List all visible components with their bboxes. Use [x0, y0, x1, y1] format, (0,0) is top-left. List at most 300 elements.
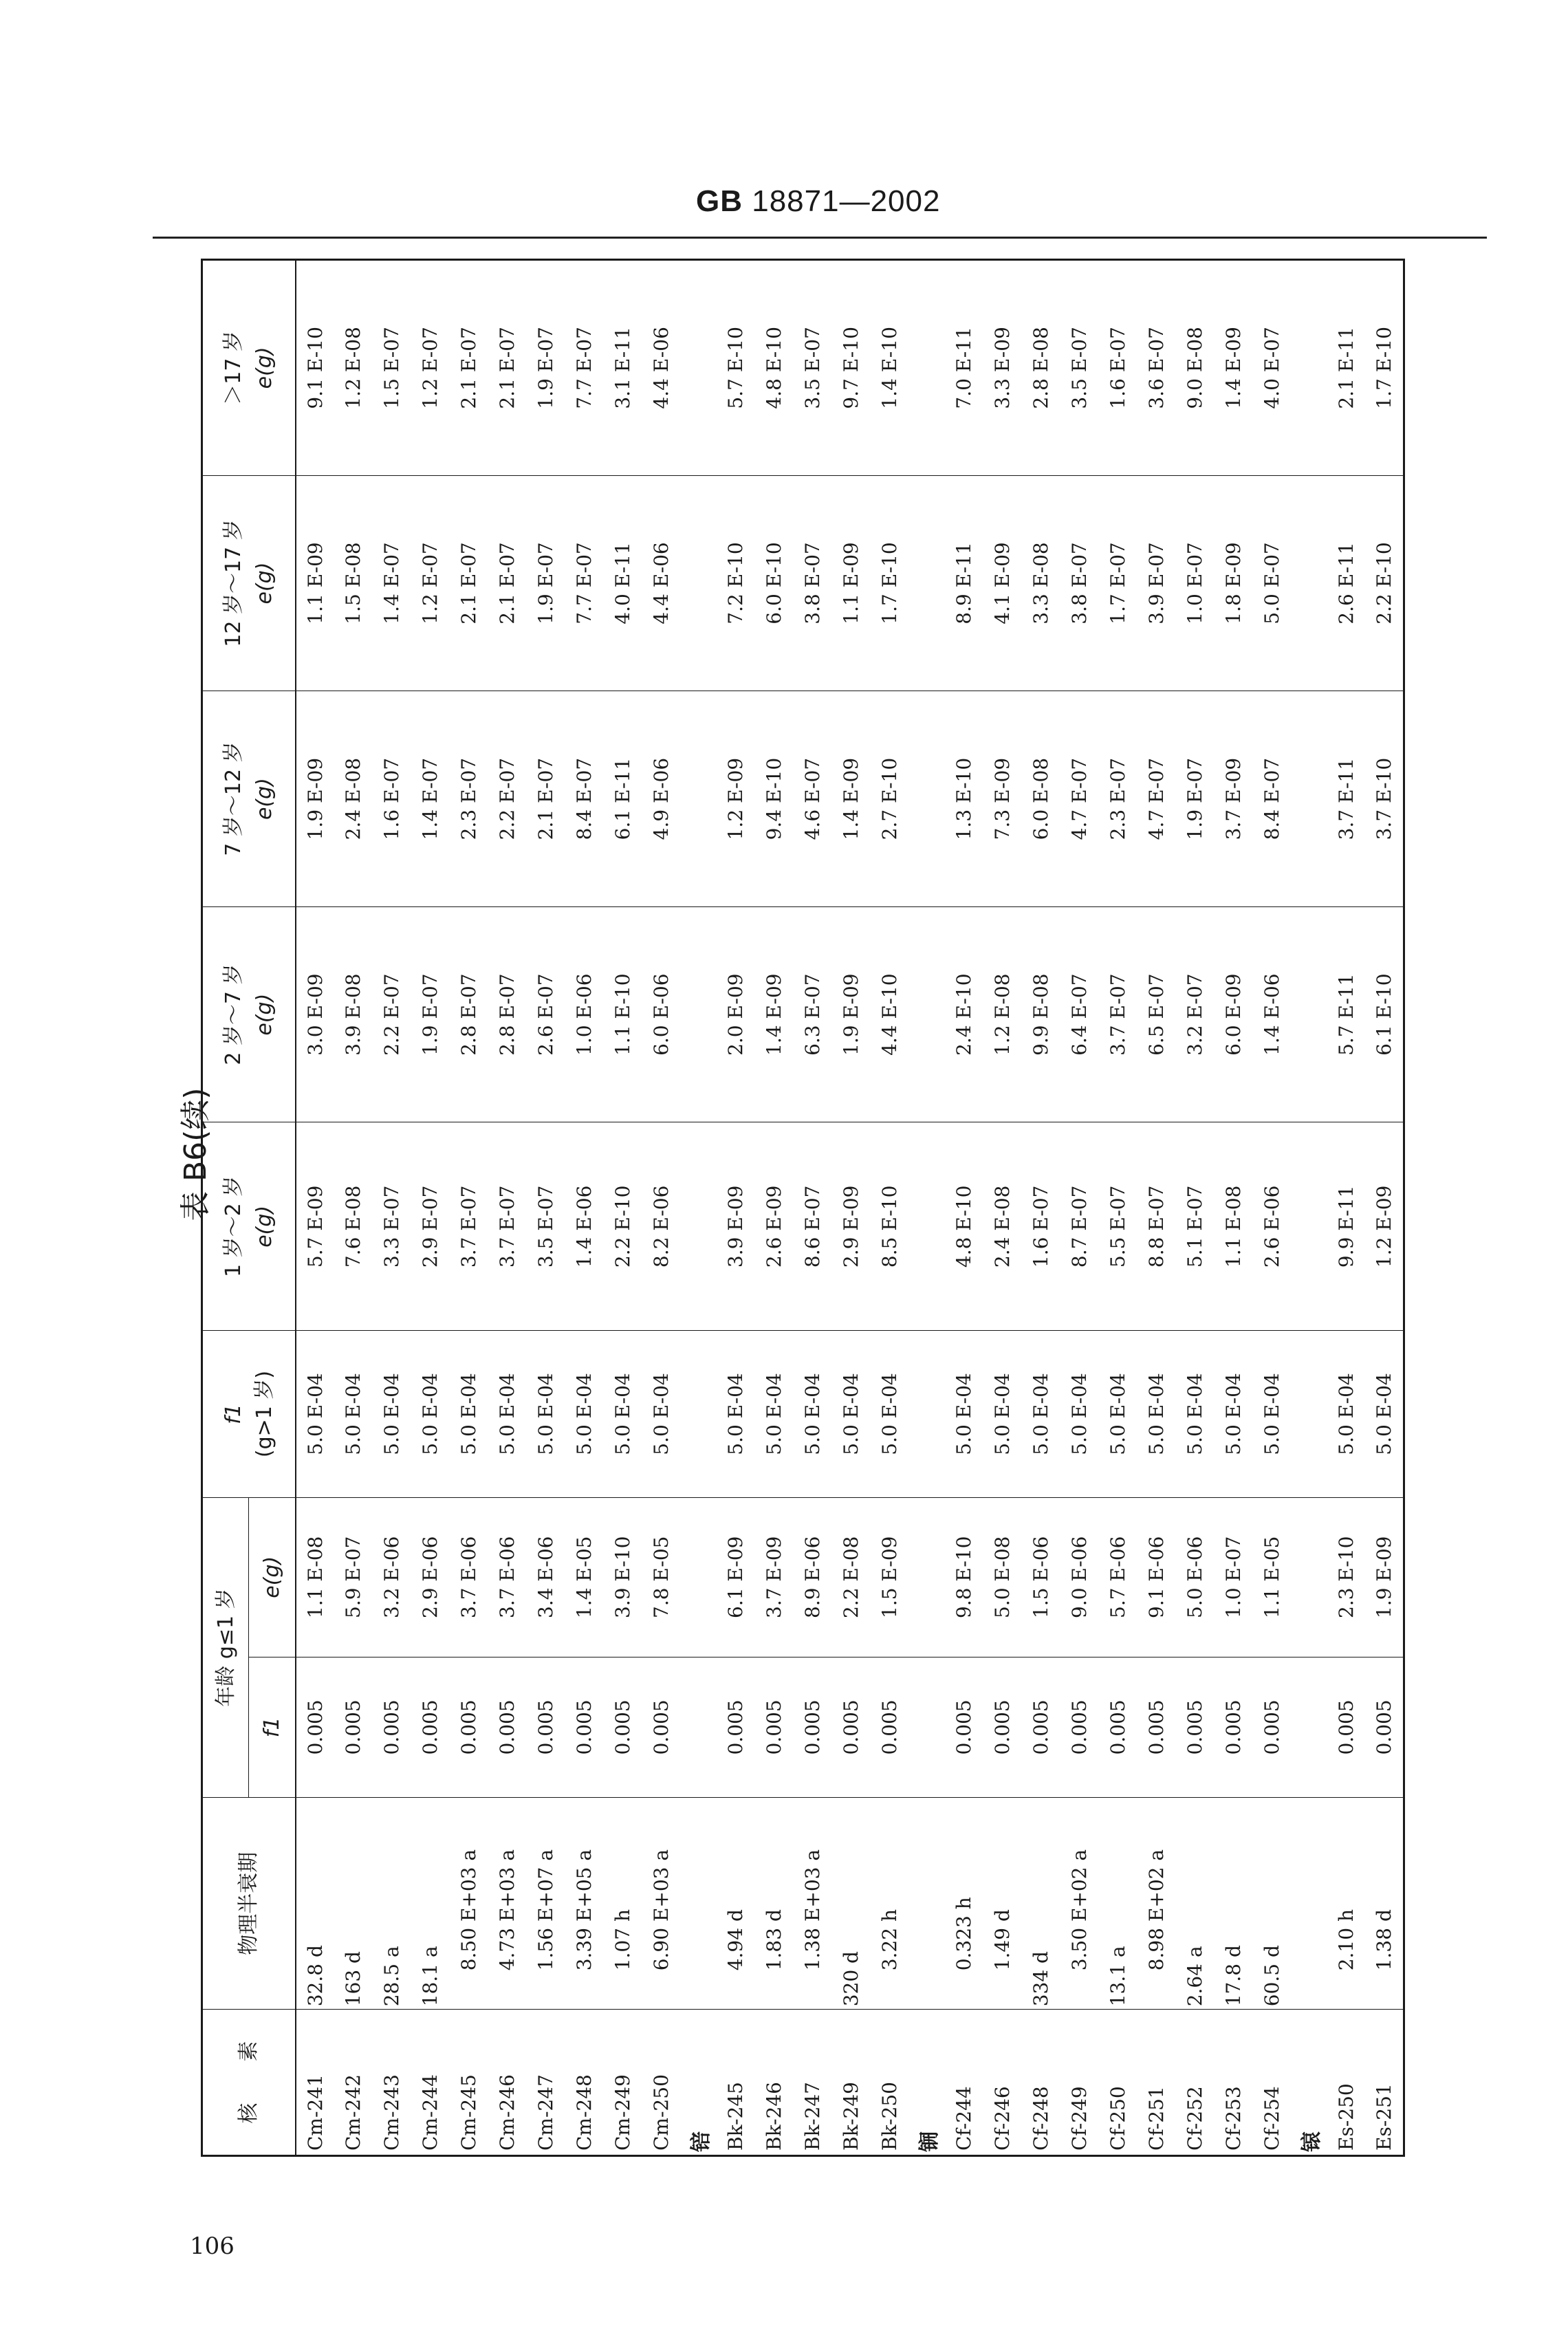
col-f1-infant [249, 1657, 296, 1798]
eg-1-2-cell: 5.1 E-07 [1176, 1122, 1215, 1331]
empty-cell [681, 1122, 717, 1331]
nuclide-cell: Cf-252 [1176, 2010, 1215, 2156]
empty-cell [1292, 691, 1327, 907]
eg-7-12-cell: 1.6 E-07 [373, 691, 411, 907]
eg-2-7-cell: 3.0 E-09 [296, 906, 334, 1122]
col-age-2-7 [202, 906, 296, 1122]
eg-12-17-cell: 2.1 E-07 [450, 475, 488, 691]
nuclide-cell: Cm-249 [604, 2010, 642, 2156]
half-life-cell: 163 d [334, 1798, 373, 2010]
eg-gt17-cell: 4.8 E-10 [763, 327, 785, 409]
empty-cell [1292, 260, 1327, 476]
eg-12-17-cell: 3.9 E-07 [1137, 475, 1176, 691]
nuclide-cell: Cf-246 [983, 2010, 1022, 2156]
half-life-cell: 1.83 d [755, 1798, 794, 2010]
half-life-cell: 3.22 h [871, 1798, 909, 2010]
table-row [296, 260, 334, 2156]
eg-12-17-cell: 6.0 E-10 [755, 475, 794, 691]
eg-gt17-cell: 9.1 E-10 [303, 327, 327, 409]
eg-gt17-cell: 2.1 E-07 [496, 327, 519, 409]
eg-gt17-cell: 4.0 E-07 [1261, 327, 1283, 409]
eg-gt17-cell: 9.0 E-08 [1184, 327, 1206, 409]
col-nuclide: 核 素 [202, 2010, 296, 2156]
f1-older-cell: 5.0 E-04 [604, 1331, 642, 1498]
eg-infant-cell: 1.4 E-05 [565, 1497, 604, 1657]
eg-1-2-cell: 5.7 E-09 [296, 1122, 334, 1331]
table-row [871, 260, 909, 2156]
f1-infant-cell: 0.005 [1060, 1657, 1099, 1798]
nuclide-cell: Cm-245 [450, 2010, 488, 2156]
f1-infant-cell: 0.005 [794, 1657, 832, 1798]
nuclide-cell: Cf-250 [1099, 2010, 1137, 2156]
eg-7-12-cell: 8.4 E-07 [1253, 691, 1292, 907]
nuclide-cell: Bk-247 [794, 2010, 832, 2156]
eg-2-7-cell: 1.1 E-10 [604, 906, 642, 1122]
f1-infant-cell: 0.005 [1327, 1657, 1366, 1798]
half-life-cell: 3.50 E+02 a [1060, 1798, 1099, 2010]
f1-older-cell: 5.0 E-04 [945, 1331, 983, 1498]
empty-cell [1292, 1798, 1327, 2010]
eg-2-7-cell: 1.0 E-06 [565, 906, 604, 1122]
eg-12-17-cell: 2.6 E-11 [1327, 475, 1366, 691]
table-row [373, 260, 411, 2156]
eg-2-7-cell: 2.8 E-07 [450, 906, 488, 1122]
f1-infant-cell: 0.005 [1022, 1657, 1060, 1798]
empty-cell [909, 1798, 945, 2010]
f1-infant-cell: 0.005 [1137, 1657, 1176, 1798]
f1-older-cell: 5.0 E-04 [373, 1331, 411, 1498]
half-life-cell: 1.38 E+03 a [794, 1798, 832, 2010]
eg-infant-cell: 5.7 E-06 [1099, 1497, 1137, 1657]
age-2-7-label: 2 岁～7 岁 [221, 964, 246, 1065]
eg-7-12-cell: 4.9 E-06 [642, 691, 681, 907]
nuclide-cell: Cm-243 [373, 2010, 411, 2156]
eg-7-12-cell: 1.4 E-07 [411, 691, 450, 907]
col-age-12-17 [202, 475, 296, 691]
col-age-gt17 [202, 260, 296, 476]
table-row [832, 260, 871, 2156]
eg-1-2-cell: 3.7 E-07 [450, 1122, 488, 1331]
eg-2-7-cell: 6.0 E-06 [642, 906, 681, 1122]
half-life-cell: 1.38 d [1366, 1798, 1404, 2010]
half-life-cell: 3.39 E+05 a [565, 1798, 604, 2010]
group-heading-row [1292, 260, 1327, 2156]
eg-infant-cell: 5.0 E-08 [983, 1497, 1022, 1657]
eg-1-2-cell: 8.6 E-07 [794, 1122, 832, 1331]
nuclide-cell: Bk-246 [755, 2010, 794, 2156]
eg-12-17-cell: 1.9 E-07 [527, 475, 565, 691]
f1-older-cell: 5.0 E-04 [1060, 1331, 1099, 1498]
half-life-cell: 6.90 E+03 a [642, 1798, 681, 2010]
empty-cell [1292, 1122, 1327, 1331]
table-row [1327, 260, 1366, 2156]
nuclide-cell: Cf-244 [945, 2010, 983, 2156]
eg-gt17-cell: 2.8 E-08 [1030, 327, 1052, 409]
eg-infant-cell: 1.9 E-09 [1366, 1497, 1404, 1657]
half-life-cell: 320 d [832, 1798, 871, 2010]
eg-12-17-cell: 1.5 E-08 [334, 475, 373, 691]
f1-older-sub: (g>1 岁) [252, 1370, 276, 1458]
f1-infant-cell: 0.005 [832, 1657, 871, 1798]
table-row [527, 260, 565, 2156]
eg-1-2-cell: 7.6 E-08 [334, 1122, 373, 1331]
f1-older-cell: 5.0 E-04 [642, 1331, 681, 1498]
group-heading-row [681, 260, 717, 2156]
eg-gt17-cell: 1.4 E-10 [878, 327, 901, 409]
f1-older-cell: 5.0 E-04 [411, 1331, 450, 1498]
empty-cell [909, 906, 945, 1122]
eg-infant-cell: 1.5 E-06 [1022, 1497, 1060, 1657]
empty-cell [1292, 1657, 1327, 1798]
f1-older-cell: 5.0 E-04 [1022, 1331, 1060, 1498]
f1-infant-cell: 0.005 [527, 1657, 565, 1798]
age-12-17-eg: e(g) [252, 562, 276, 605]
f1-infant-cell: 0.005 [488, 1657, 527, 1798]
document-header [696, 184, 940, 219]
half-life-cell: 2.10 h [1327, 1798, 1366, 2010]
half-life-cell: 60.5 d [1253, 1798, 1292, 2010]
eg-12-17-cell: 3.8 E-07 [1060, 475, 1099, 691]
eg-2-7-cell: 2.6 E-07 [527, 906, 565, 1122]
table-row [411, 260, 450, 2156]
eg-2-7-cell: 1.9 E-07 [411, 906, 450, 1122]
table-row [334, 260, 373, 2156]
f1-older-cell: 5.0 E-04 [296, 1331, 334, 1498]
element-group-label: 锫 [681, 2010, 717, 2156]
eg-infant-cell: 9.8 E-10 [945, 1497, 983, 1657]
eg-infant-cell: 1.5 E-09 [871, 1497, 909, 1657]
eg-gt17-cell: 9.7 E-10 [840, 327, 862, 409]
eg-2-7-cell: 1.9 E-09 [832, 906, 871, 1122]
table-row [565, 260, 604, 2156]
dose-coefficient-table [201, 259, 1405, 2157]
f1-infant-cell: 0.005 [642, 1657, 681, 1798]
age-2-7-eg: e(g) [252, 993, 276, 1036]
nuclide-cell: Cm-247 [527, 2010, 565, 2156]
empty-cell [681, 1331, 717, 1498]
eg-infant-cell: 2.3 E-10 [1327, 1497, 1366, 1657]
eg-infant-cell: 3.7 E-09 [755, 1497, 794, 1657]
table-row [1099, 260, 1137, 2156]
table-row [604, 260, 642, 2156]
eg-7-12-cell: 4.7 E-07 [1060, 691, 1099, 907]
group-heading-row [909, 260, 945, 2156]
eg-7-12-cell: 3.7 E-11 [1327, 691, 1366, 907]
eg-7-12-cell: 8.4 E-07 [565, 691, 604, 907]
table-row [450, 260, 488, 2156]
empty-cell [909, 691, 945, 907]
f1-infant-label: f1 [259, 1717, 284, 1738]
half-life-cell: 1.07 h [604, 1798, 642, 2010]
eg-12-17-cell: 7.2 E-10 [717, 475, 755, 691]
eg-gt17-cell: 3.6 E-07 [1145, 327, 1168, 409]
empty-cell [681, 691, 717, 907]
age-1-2-label: 1 岁～2 岁 [221, 1175, 246, 1277]
f1-infant-cell: 0.005 [411, 1657, 450, 1798]
table-row [1137, 260, 1176, 2156]
empty-cell [909, 475, 945, 691]
eg-1-2-cell: 3.9 E-09 [717, 1122, 755, 1331]
half-life-cell: 334 d [1022, 1798, 1060, 2010]
eg-infant-cell: 3.9 E-10 [604, 1497, 642, 1657]
nuclide-cell: Cm-248 [565, 2010, 604, 2156]
half-life-cell: 8.98 E+02 a [1137, 1798, 1176, 2010]
f1-infant-cell: 0.005 [945, 1657, 983, 1798]
eg-12-17-cell: 5.0 E-07 [1253, 475, 1292, 691]
eg-7-12-cell: 4.7 E-07 [1137, 691, 1176, 907]
f1-older-cell: 5.0 E-04 [871, 1331, 909, 1498]
eg-1-2-cell: 8.8 E-07 [1137, 1122, 1176, 1331]
f1-infant-cell: 0.005 [755, 1657, 794, 1798]
f1-older-label: f1 [221, 1404, 246, 1424]
eg-1-2-cell: 3.5 E-07 [527, 1122, 565, 1331]
eg-2-7-cell: 5.7 E-11 [1327, 906, 1366, 1122]
table-row [1366, 260, 1404, 2156]
f1-older-cell: 5.0 E-04 [983, 1331, 1022, 1498]
eg-1-2-cell: 2.6 E-06 [1253, 1122, 1292, 1331]
half-life-cell: 17.8 d [1215, 1798, 1253, 2010]
f1-older-cell: 5.0 E-04 [1137, 1331, 1176, 1498]
f1-infant-cell: 0.005 [296, 1657, 334, 1798]
eg-7-12-cell: 9.4 E-10 [755, 691, 794, 907]
half-life-cell: 0.323 h [945, 1798, 983, 2010]
eg-7-12-cell: 2.1 E-07 [527, 691, 565, 907]
col-age-infant: 年龄 g≤1 岁 [202, 1497, 249, 1797]
empty-cell [909, 1122, 945, 1331]
nuclide-cell: Bk-245 [717, 2010, 755, 2156]
eg-2-7-cell: 1.4 E-09 [755, 906, 794, 1122]
eg-2-7-cell: 1.2 E-08 [983, 906, 1022, 1122]
eg-infant-cell: 2.2 E-08 [832, 1497, 871, 1657]
eg-infant-cell: 8.9 E-06 [794, 1497, 832, 1657]
f1-older-cell: 5.0 E-04 [450, 1331, 488, 1498]
eg-7-12-cell: 4.6 E-07 [794, 691, 832, 907]
standard-number: 18871—2002 [752, 184, 941, 218]
f1-older-cell: 5.0 E-04 [1176, 1331, 1215, 1498]
empty-cell [681, 260, 717, 476]
empty-cell [909, 1657, 945, 1798]
eg-gt17-cell: 7.0 E-11 [952, 327, 975, 409]
eg-gt17-cell: 7.7 E-07 [573, 327, 596, 409]
eg-gt17-cell: 1.5 E-07 [380, 327, 403, 409]
table-body [296, 260, 1404, 2156]
eg-12-17-cell: 4.0 E-11 [604, 475, 642, 691]
eg-gt17-cell: 5.7 E-10 [724, 327, 747, 409]
table-row [945, 260, 983, 2156]
eg-12-17-cell: 8.9 E-11 [945, 475, 983, 691]
half-life-cell: 1.56 E+07 a [527, 1798, 565, 2010]
half-life-cell: 18.1 a [411, 1798, 450, 2010]
table-row [755, 260, 794, 2156]
eg-2-7-cell: 6.3 E-07 [794, 906, 832, 1122]
f1-infant-cell: 0.005 [1253, 1657, 1292, 1798]
nuclide-cell: Cf-254 [1253, 2010, 1292, 2156]
eg-12-17-cell: 4.4 E-06 [642, 475, 681, 691]
f1-infant-cell: 0.005 [373, 1657, 411, 1798]
f1-older-cell: 5.0 E-04 [1366, 1331, 1404, 1498]
nuclide-cell: Bk-250 [871, 2010, 909, 2156]
f1-older-cell: 5.0 E-04 [832, 1331, 871, 1498]
page-number: 106 [190, 2232, 235, 2260]
eg-infant-cell: 2.9 E-06 [411, 1497, 450, 1657]
eg-7-12-cell: 1.9 E-07 [1176, 691, 1215, 907]
eg-infant-cell: 3.4 E-06 [527, 1497, 565, 1657]
eg-7-12-cell: 2.3 E-07 [1099, 691, 1137, 907]
f1-older-cell: 5.0 E-04 [1253, 1331, 1292, 1498]
eg-2-7-cell: 3.2 E-07 [1176, 906, 1215, 1122]
f1-older-cell: 5.0 E-04 [488, 1331, 527, 1498]
eg-1-2-cell: 2.4 E-08 [983, 1122, 1022, 1331]
eg-infant-cell: 9.1 E-06 [1137, 1497, 1176, 1657]
eg-2-7-cell: 6.0 E-09 [1215, 906, 1253, 1122]
rotated-table-container [201, 259, 1396, 2157]
eg-infant-label: e(g) [259, 1556, 284, 1598]
header-rule [153, 237, 1487, 239]
eg-7-12-cell: 2.4 E-08 [334, 691, 373, 907]
eg-1-2-cell: 9.9 E-11 [1327, 1122, 1366, 1331]
eg-12-17-cell: 2.1 E-07 [488, 475, 527, 691]
eg-gt17-cell: 3.1 E-11 [611, 327, 634, 409]
eg-gt17-cell: 3.5 E-07 [801, 327, 824, 409]
half-life-cell: 13.1 a [1099, 1798, 1137, 2010]
table-row [488, 260, 527, 2156]
nuclide-cell: Cf-253 [1215, 2010, 1253, 2156]
eg-infant-cell: 6.1 E-09 [717, 1497, 755, 1657]
eg-1-2-cell: 5.5 E-07 [1099, 1122, 1137, 1331]
eg-7-12-cell: 2.7 E-10 [871, 691, 909, 907]
eg-7-12-cell: 2.3 E-07 [450, 691, 488, 907]
eg-1-2-cell: 3.7 E-07 [488, 1122, 527, 1331]
empty-cell [681, 475, 717, 691]
eg-2-7-cell: 6.1 E-10 [1366, 906, 1404, 1122]
eg-2-7-cell: 2.0 E-09 [717, 906, 755, 1122]
eg-12-17-cell: 1.1 E-09 [296, 475, 334, 691]
eg-2-7-cell: 9.9 E-08 [1022, 906, 1060, 1122]
eg-1-2-cell: 2.9 E-09 [832, 1122, 871, 1331]
half-life-cell: 2.64 a [1176, 1798, 1215, 2010]
empty-cell [681, 906, 717, 1122]
eg-12-17-cell: 1.0 E-07 [1176, 475, 1215, 691]
age-12-17-label: 12 岁～17 岁 [221, 519, 246, 647]
eg-1-2-cell: 1.2 E-09 [1366, 1122, 1404, 1331]
table-row [642, 260, 681, 2156]
eg-2-7-cell: 6.5 E-07 [1137, 906, 1176, 1122]
half-life-cell: 4.94 d [717, 1798, 755, 2010]
empty-cell [1292, 1497, 1327, 1657]
f1-older-cell: 5.0 E-04 [717, 1331, 755, 1498]
nuclide-cell: Cm-250 [642, 2010, 681, 2156]
f1-older-cell: 5.0 E-04 [755, 1331, 794, 1498]
eg-infant-cell: 1.0 E-07 [1215, 1497, 1253, 1657]
age-gt17-label: ＞17 岁 [221, 330, 246, 405]
col-age-1-2 [202, 1122, 296, 1331]
half-life-cell: 4.73 E+03 a [488, 1798, 527, 2010]
eg-gt17-cell: 2.1 E-07 [457, 327, 480, 409]
eg-7-12-cell: 7.3 E-09 [983, 691, 1022, 907]
f1-older-cell: 5.0 E-04 [1327, 1331, 1366, 1498]
table-caption: 表 B6(续) [178, 1087, 213, 1221]
nuclide-cell: Es-250 [1327, 2010, 1366, 2156]
nuclide-cell: Cm-244 [411, 2010, 450, 2156]
eg-2-7-cell: 3.9 E-08 [334, 906, 373, 1122]
eg-7-12-cell: 1.9 E-09 [296, 691, 334, 907]
col-age-7-12 [202, 691, 296, 907]
empty-cell [681, 1798, 717, 2010]
f1-infant-cell: 0.005 [565, 1657, 604, 1798]
table-row [717, 260, 755, 2156]
eg-gt17-cell: 3.5 E-07 [1068, 327, 1091, 409]
f1-infant-cell: 0.005 [604, 1657, 642, 1798]
eg-12-17-cell: 3.8 E-07 [794, 475, 832, 691]
eg-12-17-cell: 4.1 E-09 [983, 475, 1022, 691]
element-group-label: 锿 [1292, 2010, 1327, 2156]
eg-12-17-cell: 7.7 E-07 [565, 475, 604, 691]
eg-7-12-cell: 1.2 E-09 [717, 691, 755, 907]
f1-older-cell: 5.0 E-04 [334, 1331, 373, 1498]
element-group-label: 锎 [909, 2010, 945, 2156]
empty-cell [909, 1331, 945, 1498]
f1-infant-cell: 0.005 [450, 1657, 488, 1798]
half-life-cell: 32.8 d [296, 1798, 334, 2010]
eg-infant-cell: 3.7 E-06 [450, 1497, 488, 1657]
eg-infant-cell: 9.0 E-06 [1060, 1497, 1099, 1657]
eg-7-12-cell: 2.2 E-07 [488, 691, 527, 907]
empty-cell [681, 1497, 717, 1657]
eg-infant-cell: 3.7 E-06 [488, 1497, 527, 1657]
half-life-cell: 8.50 E+03 a [450, 1798, 488, 2010]
f1-older-cell: 5.0 E-04 [794, 1331, 832, 1498]
half-life-cell: 1.49 d [983, 1798, 1022, 2010]
eg-12-17-cell: 1.8 E-09 [1215, 475, 1253, 691]
age-7-12-label: 7 岁～12 岁 [221, 741, 246, 856]
f1-older-cell: 5.0 E-04 [527, 1331, 565, 1498]
eg-1-2-cell: 8.5 E-10 [871, 1122, 909, 1331]
nuclide-cell: Cf-248 [1022, 2010, 1060, 2156]
eg-7-12-cell: 1.4 E-09 [832, 691, 871, 907]
col-f1-older [202, 1331, 296, 1498]
eg-1-2-cell: 2.2 E-10 [604, 1122, 642, 1331]
eg-gt17-cell: 1.7 E-10 [1373, 327, 1396, 409]
eg-infant-cell: 5.9 E-07 [334, 1497, 373, 1657]
eg-2-7-cell: 2.4 E-10 [945, 906, 983, 1122]
eg-1-2-cell: 3.3 E-07 [373, 1122, 411, 1331]
eg-1-2-cell: 2.9 E-07 [411, 1122, 450, 1331]
eg-2-7-cell: 6.4 E-07 [1060, 906, 1099, 1122]
empty-cell [909, 1497, 945, 1657]
eg-12-17-cell: 1.4 E-07 [373, 475, 411, 691]
eg-gt17-cell: 3.3 E-09 [991, 327, 1014, 409]
eg-2-7-cell: 3.7 E-07 [1099, 906, 1137, 1122]
empty-cell [1292, 475, 1327, 691]
table-row [1060, 260, 1099, 2156]
eg-gt17-cell: 4.4 E-06 [650, 327, 673, 409]
f1-infant-cell: 0.005 [334, 1657, 373, 1798]
table-row [1022, 260, 1060, 2156]
eg-12-17-cell: 3.3 E-08 [1022, 475, 1060, 691]
eg-7-12-cell: 3.7 E-09 [1215, 691, 1253, 907]
age-1-2-eg: e(g) [252, 1205, 276, 1248]
eg-12-17-cell: 1.2 E-07 [411, 475, 450, 691]
eg-gt17-cell: 2.1 E-11 [1335, 327, 1358, 409]
half-life-cell: 28.5 a [373, 1798, 411, 2010]
eg-1-2-cell: 1.4 E-06 [565, 1122, 604, 1331]
age-gt17-eg: e(g) [252, 347, 276, 389]
eg-infant-cell: 5.0 E-06 [1176, 1497, 1215, 1657]
eg-1-2-cell: 2.6 E-09 [755, 1122, 794, 1331]
nuclide-cell: Cm-246 [488, 2010, 527, 2156]
table-row [794, 260, 832, 2156]
eg-infant-cell: 7.8 E-05 [642, 1497, 681, 1657]
